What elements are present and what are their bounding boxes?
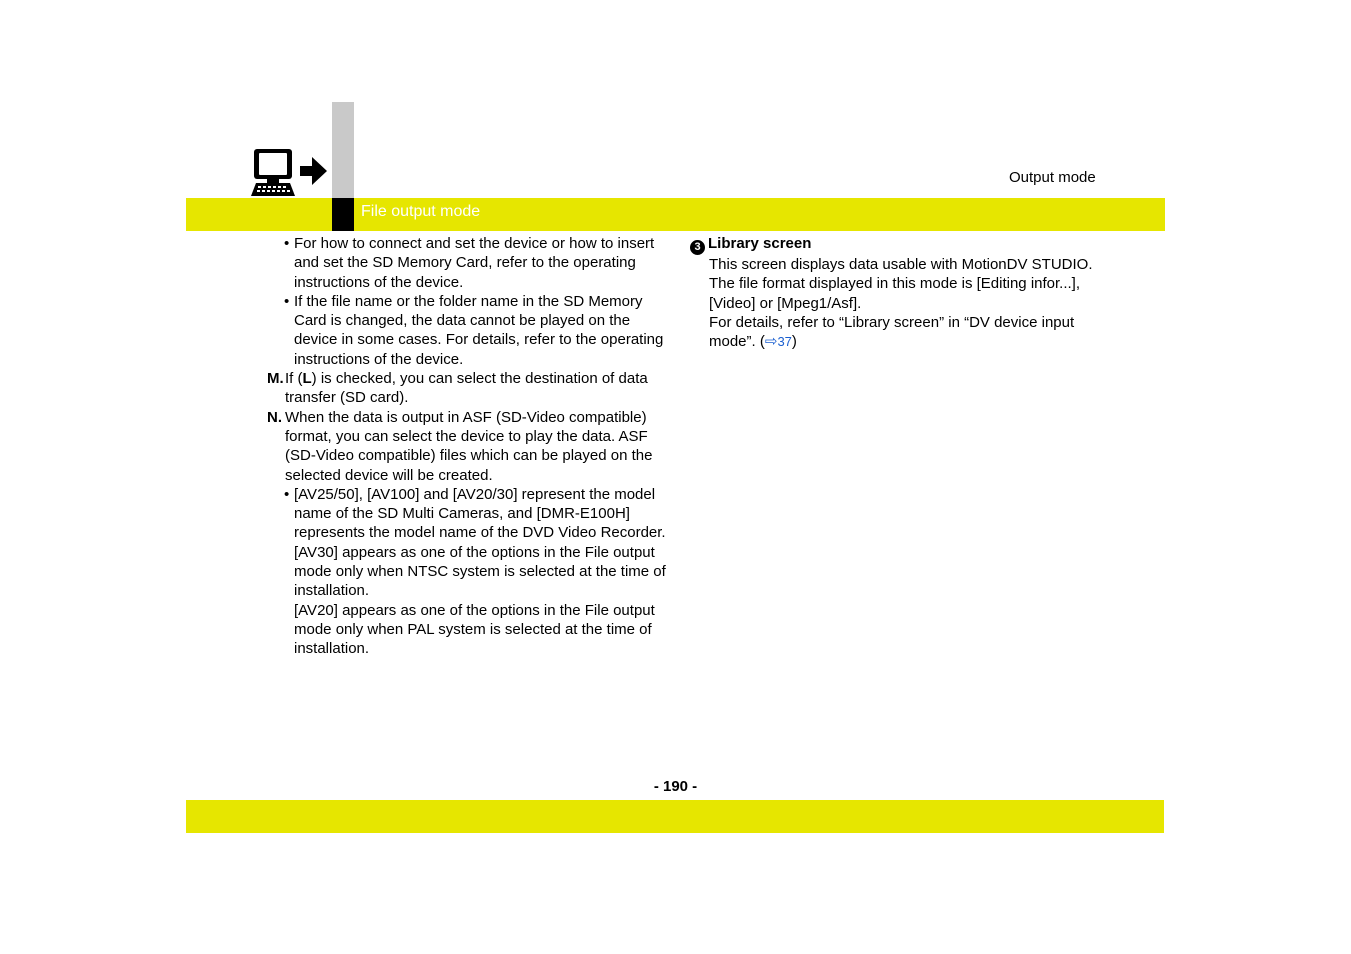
library-para-3 — [690, 313, 1120, 352]
circled-number-marker: 3 — [690, 240, 705, 255]
chapter-label: Output mode — [1009, 169, 1096, 186]
item-marker: N. — [267, 408, 282, 426]
item-m-text-before: If ( — [285, 370, 303, 388]
library-screen-heading — [690, 234, 1120, 255]
bullet-item: • [AV25/50], [AV100] and [AV20/30] represent the model name of the SD Multi Cameras, and [DMR-E100H] represents the model name of the DVD Video Recorder. — [284, 485, 666, 542]
footer-band — [186, 800, 1164, 833]
page-reference-link[interactable] — [765, 333, 792, 350]
heading-text: Library screen — [708, 235, 812, 252]
link-page-number: 37 — [777, 334, 792, 350]
bullet-item: • For how to connect and set the device or how to insert and set the SD Memory Card, refer to the operating instructions of the device. — [284, 235, 655, 291]
bullet-item: • If the file name or the folder name in the SD Memory Card is changed, the data cannot be played on the device in some cases. For details, refer to the operating instructions of the device. — [284, 292, 664, 368]
bullet-text: For how to connect and set the device or how to insert and set the SD Memory Card, refer to the operating instructions of the device. — [294, 235, 655, 291]
item-n — [267, 408, 667, 485]
section-title: File output mode — [361, 203, 481, 220]
para-3-text: For details, refer to “Library screen” in “DV device input mode”. ( — [709, 313, 1075, 351]
library-para-2: The file format displayed in this mode is [Editing infor...], [Video] or [Mpeg1/Asf]. — [709, 275, 1081, 312]
bullet-text: If the file name or the folder name in the SD Memory Card is changed, the data cannot be played on the device in some cases. For details, refer to the operating instructions of the device. — [294, 292, 664, 368]
right-column — [690, 234, 1120, 351]
bullet-text: [AV25/50], [AV100] and [AV20/30] represent the model name of the SD Multi Cameras, and [DMR-E100H] represents the model name of the DVD Video Recorder. — [294, 485, 666, 542]
item-m-key: L — [302, 370, 312, 388]
item-marker: M. — [267, 370, 284, 388]
arrow-right-icon: ⇨ — [764, 333, 778, 351]
left-column — [267, 234, 667, 659]
section-title-tab — [332, 198, 354, 231]
pc-output-icon — [250, 147, 330, 199]
header-gray-bar — [332, 102, 354, 199]
para-3-close: ) — [791, 333, 797, 351]
item-n-text: When the data is output in ASF (SD-Video compatible) format, you can select the device to play the data. ASF (SD-Video compatible) files which can be played on the selected device will be created. — [285, 408, 653, 484]
note-av30: [AV30] appears as one of the options in the File output mode only when NTSC system is selected at the time of installation. — [294, 543, 666, 600]
item-m — [267, 369, 667, 408]
note-av20: [AV20] appears as one of the options in the File output mode only when PAL system is selected at the time of installation. — [294, 601, 655, 658]
item-m-text-after: ) is checked, you can select the destination of data transfer (SD card). — [285, 370, 648, 407]
page-number: - 190 - — [653, 778, 698, 795]
library-para-1: This screen displays data usable with MotionDV STUDIO. — [709, 256, 1093, 273]
